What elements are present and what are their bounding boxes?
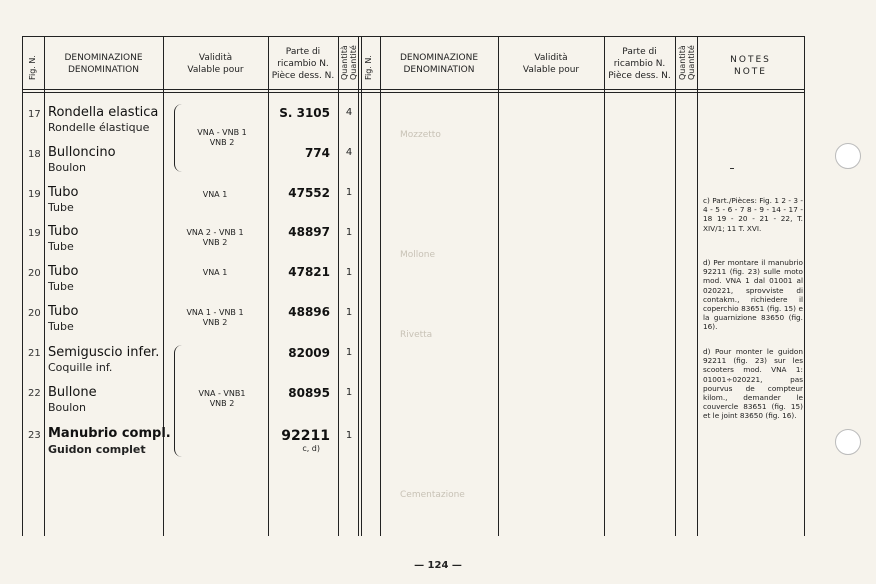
- item-name-it: Tubo: [48, 304, 79, 319]
- bleed-through-text: Cementazione: [400, 490, 465, 500]
- part-number: 47821: [288, 265, 330, 279]
- part-number: 82009: [288, 346, 330, 360]
- header-fig-right: Fig. N.: [364, 55, 373, 80]
- note-dash: [730, 168, 734, 169]
- item-name-it: Bullone: [48, 385, 97, 400]
- quantity: 1: [345, 307, 353, 318]
- item-name-fr: Tube: [48, 201, 74, 214]
- item-name-it: Bulloncino: [48, 145, 116, 160]
- item-name-fr: Tube: [48, 320, 74, 333]
- header-denomination: DENOMINAZIONE DENOMINATION: [64, 53, 143, 75]
- page-number: — 124 —: [414, 560, 462, 571]
- fig-number: 19: [28, 189, 41, 200]
- part-number: 80895: [288, 386, 330, 400]
- header-validity: Validità Valable pour: [187, 53, 244, 75]
- fig-number: 18: [28, 149, 41, 160]
- item-name-it: Rondella elastica: [48, 105, 159, 120]
- quantity: 1: [345, 227, 353, 238]
- quantity: 4: [345, 147, 353, 158]
- validity-group: VNA - VNB1 VNB 2: [198, 389, 246, 408]
- header-part-number-right: Parte di ricambio N. Pièce dess. N.: [608, 47, 671, 81]
- fig-number: 23: [28, 430, 41, 441]
- item-name-fr: Guidon complet: [48, 443, 146, 456]
- fig-number: 22: [28, 388, 41, 399]
- header-part-number: Parte di ricambio N. Pièce dess. N.: [271, 47, 335, 81]
- bleed-through-text: Mollone: [400, 250, 436, 260]
- note-c: c) Part./Pièces: Fig. 1 2 - 3 - 4 - 5 - 6 - 7 8 - 9 - 14 - 17 - 18 19 - 20 - 21 - 22, T. XIV/1; 11 T. XVI.: [703, 196, 803, 233]
- quantity: 4: [345, 107, 353, 118]
- part-number: S. 3105: [279, 106, 330, 120]
- part-number: 774: [304, 146, 330, 160]
- note-d-it: d) Per montare il manubrio 92211 (fig. 23) sulle moto mod. VNA 1 dal 01001 al 020221, sprovviste di contakm., richiedere il coperchio 83651 (fig. 15) e la guarnizione 83650 (fig. 16).: [703, 258, 803, 332]
- header-quantity-right: Quantità Quantité: [678, 45, 696, 80]
- item-name-it: Semiguscio infer.: [48, 345, 160, 360]
- validity: VNA 1 - VNB 1 VNB 2: [186, 308, 244, 327]
- fig-number: 17: [28, 109, 41, 120]
- validity: VNA 1: [202, 190, 228, 199]
- part-number: 48896: [288, 305, 330, 319]
- fig-number: 21: [28, 348, 41, 359]
- header-validity-right: Validità Valable pour: [522, 53, 580, 75]
- item-name-it: Tubo: [48, 264, 79, 279]
- item-name-fr: Tube: [48, 240, 74, 253]
- item-name-fr: Tube: [48, 280, 74, 293]
- item-name-fr: Coquille inf.: [48, 361, 113, 374]
- binder-hole: [835, 143, 861, 169]
- part-number: 47552: [288, 186, 330, 200]
- quantity: 1: [345, 267, 353, 278]
- item-name-it: Manubrio compl.: [48, 426, 171, 441]
- note-d-fr: d) Pour monter le guidon 92211 (fig. 23) sur les scooters mod. VNA 1: 01001÷020221, pas pourvus de compteur kilom., demander le couvercle 83651 (fig. 15) et le joint 83650 (fig. 16).: [703, 347, 803, 421]
- binder-hole: [835, 429, 861, 455]
- header-denomination-right: DENOMINAZIONE DENOMINATION: [399, 53, 479, 75]
- validity-group: VNA - VNB 1 VNB 2: [197, 128, 247, 147]
- part-note-ref: c, d): [302, 444, 320, 453]
- quantity: 1: [345, 430, 353, 441]
- bleed-through-text: Mozzetto: [400, 130, 441, 140]
- item-name-fr: Rondelle élastique: [48, 121, 150, 134]
- header-quantity: Quantità Quantité: [340, 45, 358, 80]
- fig-number: 19: [28, 228, 41, 239]
- quantity: 1: [345, 387, 353, 398]
- validity: VNA 2 - VNB 1 VNB 2: [186, 228, 244, 247]
- item-name-fr: Boulon: [48, 401, 87, 414]
- fig-number: 20: [28, 308, 41, 319]
- item-name-fr: Boulon: [48, 161, 87, 174]
- part-number: 48897: [288, 225, 330, 239]
- part-number: 92211: [281, 428, 330, 444]
- fig-number: 20: [28, 268, 41, 279]
- header-fig: Fig. N.: [28, 55, 37, 80]
- quantity: 1: [345, 347, 353, 358]
- bleed-through-text: Rivetta: [400, 330, 433, 340]
- item-name-it: Tubo: [48, 224, 79, 239]
- quantity: 1: [345, 187, 353, 198]
- header-notes: NOTES NOTE: [730, 55, 771, 77]
- item-name-it: Tubo: [48, 185, 79, 200]
- validity: VNA 1: [202, 268, 228, 277]
